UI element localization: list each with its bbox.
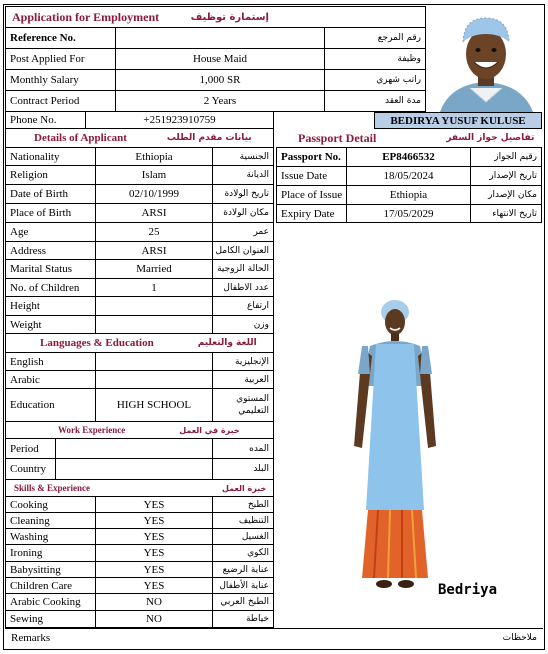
table-row [6,513,273,529]
passport-table [276,147,542,223]
field-label-ar: تاريخ الولادة [224,189,269,199]
field-value: 1 [96,279,213,296]
field-value: Married [96,260,213,278]
field-label: Place of Issue [277,186,347,204]
field-label: Passport No. [277,148,347,166]
field-label-ar: خياطة [245,614,269,624]
field-value: 17/05/2029 [347,205,471,222]
work-section-title [5,422,274,438]
field-value: YES [96,513,213,528]
field-label: Cooking [6,497,96,512]
field-value: YES [96,578,213,593]
field-label-ar: الكوي [247,548,269,558]
table-row [6,371,273,389]
table-row [6,185,273,204]
field-label-ar: العنوان الكامل [215,245,269,256]
field-label-ar: الطبخ العربي [220,597,269,607]
field-value [96,316,213,333]
work-table [5,438,274,480]
field-label-ar: ارتفاع [246,301,269,311]
field-label-ar: الديانة [246,170,269,180]
passport-section-title [274,129,542,147]
remarks-label-ar: ملاحظات [502,632,537,643]
table-row [6,459,273,479]
field-label: Cleaning [6,513,96,528]
remarks-row [5,628,543,646]
field-label-ar: عناية الرضيع [222,564,269,575]
field-label-ar: مدة العقد [385,96,421,106]
phone-value: +251923910759 [143,114,216,126]
field-value: NO [96,611,213,627]
table-row [6,562,273,578]
field-value: NO [96,594,213,610]
field-label: Contract Period [6,91,116,111]
form-header [5,6,426,28]
table-row [6,353,273,371]
field-label: Date of Birth [6,185,96,203]
field-label: Country [6,459,56,479]
table-row [277,186,541,205]
table-row [6,497,273,513]
table-row [6,260,273,279]
field-label-ar: عناية الأطفال [219,580,269,591]
field-label: Washing [6,529,96,544]
applicant-title-en: Details of Applicant [34,132,127,144]
field-label-ar: الإنجليزية [235,356,269,367]
field-label: Issue Date [277,167,347,185]
applicant-section [5,129,274,147]
table-row [6,91,425,111]
field-value: ARSI [96,204,213,222]
table-row [6,204,273,223]
field-label-ar: راتب شهري [376,75,421,85]
field-value: Ethiopia [347,186,471,204]
applicant-section-title [5,129,274,147]
field-label: Address [6,242,96,259]
field-label-ar: مكان الإصدار [488,190,537,200]
field-value: 18/05/2024 [347,167,471,185]
languages-title-ar: اللغة والتعليم [197,338,257,348]
field-value: Islam [96,166,213,184]
field-value [56,459,213,479]
skills-table [5,496,274,628]
field-label: Age [6,223,96,241]
table-row [277,205,541,222]
languages-table [5,352,274,422]
field-value: 2 Years [116,91,325,111]
field-value: House Maid [116,49,325,69]
table-row [6,389,273,421]
field-value [56,439,213,458]
field-label-ar: تاريخ الإصدار [489,171,537,181]
field-label-ar: البلد [253,464,269,474]
field-value: Ethiopia [96,148,213,165]
field-label-ar: وظيفة [397,54,421,64]
field-label: Period [6,439,56,458]
table-row [6,594,273,611]
field-label: Education [6,389,96,421]
field-value [116,28,325,48]
table-row [6,49,425,70]
work-title-en: Work Experience [58,425,126,435]
table-row [6,166,273,185]
phone-row [5,112,274,129]
field-label: Marital Status [6,260,96,278]
field-value: YES [96,562,213,577]
header-title-en: Application for Employment [12,9,160,24]
field-label: Weight [6,316,96,333]
field-label-ar: العربية [244,374,269,385]
field-value [96,297,213,315]
field-label: Ironing [6,545,96,561]
field-label: Arabic Cooking [6,594,96,610]
table-row [6,70,425,91]
field-value: YES [96,529,213,544]
field-label-ar: المستوي التعليمي [236,394,269,416]
field-label-ar: الغسيل [241,531,269,542]
table-row [277,148,541,167]
field-label-ar: رقيم الجواز [494,152,537,162]
field-label-ar: المده [249,443,269,454]
field-value: HIGH SCHOOL [96,389,213,421]
table-row [6,242,273,260]
field-label-ar: الحالة الزوجية [217,264,269,274]
work-title-ar: خبرة في العمل [179,425,240,435]
field-label-ar: الطبخ [247,499,269,510]
field-label: Nationality [6,148,96,165]
table-row [6,529,273,545]
table-row [6,439,273,459]
field-label-ar: مكان الولادة [223,208,269,218]
table-row [6,148,273,166]
field-label-ar: عدد الاطفال [223,282,269,293]
field-label: Babysitting [6,562,96,577]
field-label-ar: عمر [253,227,269,237]
field-label-ar: التنظيف [238,515,269,526]
field-value [96,371,213,388]
field-value: YES [96,545,213,561]
applicant-title-ar: بيانات مقدم الطلب [166,133,252,143]
applicant-full-photo [340,296,450,592]
field-label: Children Care [6,578,96,593]
field-label: Expiry Date [277,205,347,222]
skills-section-title [5,480,274,496]
field-label: No. of Children [6,279,96,296]
field-label: Height [6,297,96,315]
applicant-name: BEDIRYA YUSUF KULUSE [374,112,542,129]
languages-title-en: Languages & Education [40,337,154,349]
field-value: YES [96,497,213,512]
passport-title-ar: تفاصيل جواز السفر [446,133,535,143]
table-row [6,545,273,562]
skills-title-en: Skills & Experience [14,483,90,493]
table-row [6,611,273,627]
field-label-ar: الجنسية [239,151,269,162]
field-label: Religion [6,166,96,184]
field-value: 02/10/1999 [96,185,213,203]
field-label-ar: تاريخ الانتهاء [492,208,537,219]
table-row [6,28,425,49]
passport-title-en: Passport Detail [298,130,377,145]
field-label: Arabic [6,371,96,388]
field-label: Place of Birth [6,204,96,222]
field-value: 25 [96,223,213,241]
field-label: Sewing [6,611,96,627]
field-value: EP8466532 [347,148,471,166]
field-label: Post Applied For [6,49,116,69]
phone-label: Phone No. [6,112,86,128]
languages-section-title [5,334,274,352]
applicant-table [5,147,274,334]
table-row [6,223,273,242]
field-label-ar: وزن [253,319,269,330]
table-row [6,578,273,594]
field-label: Monthly Salary [6,70,116,90]
photo-caption: Bedriya [438,582,498,598]
table-row [6,279,273,297]
field-label: English [6,353,96,370]
top-info-table [5,28,426,112]
field-label-ar: رقم المرجع [377,33,421,43]
field-label: Reference No. [6,28,116,48]
field-value: ARSI [96,242,213,259]
table-row [6,297,273,316]
table-row [6,316,273,333]
remarks-label: Remarks [11,631,51,644]
header-title-ar: إستمارة توظيف [190,11,269,23]
table-row [277,167,541,186]
applicant-head-photo [430,6,543,112]
skills-title-ar: خبرة العمل [222,483,267,493]
field-value [96,353,213,370]
field-value: 1,000 SR [116,70,325,90]
